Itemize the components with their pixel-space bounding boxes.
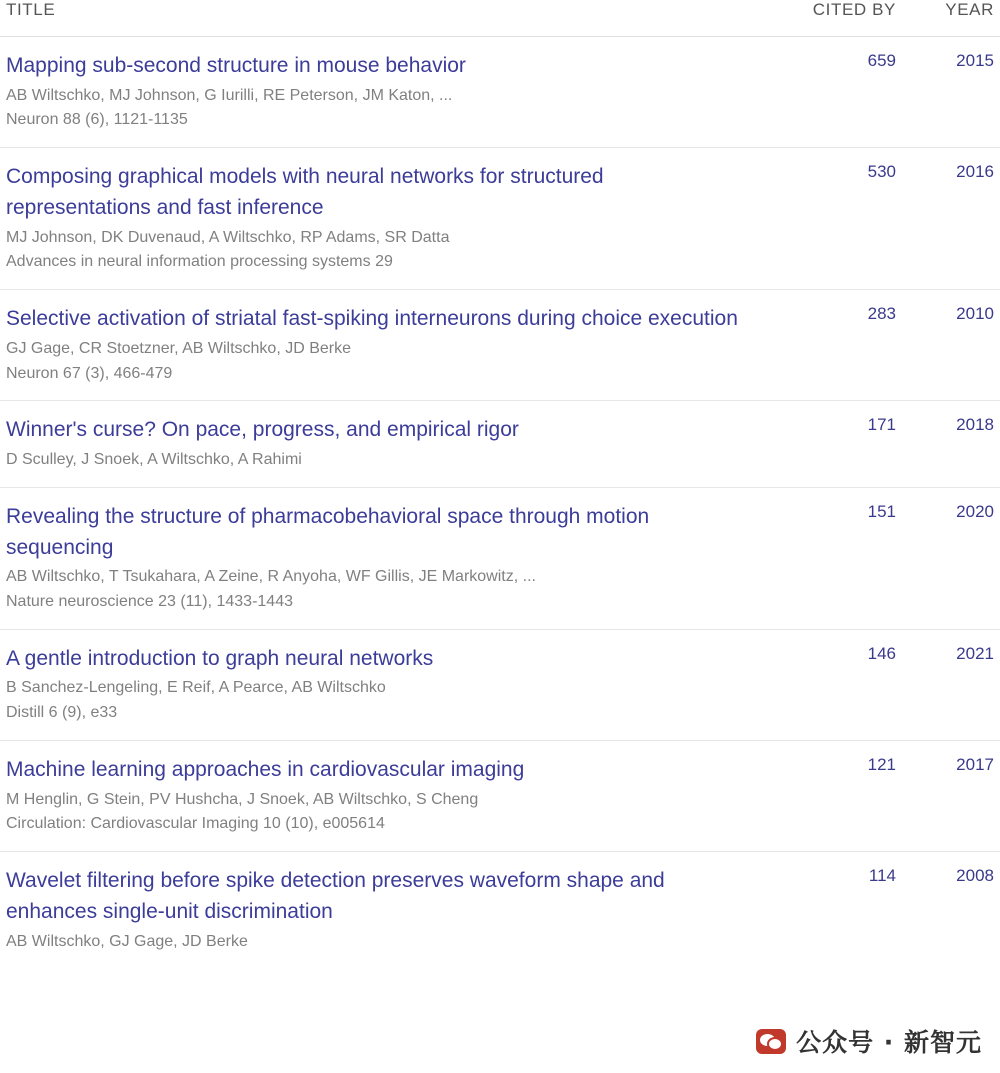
table-header-row — [0, 0, 1000, 37]
citation-count[interactable]: 530 — [867, 162, 896, 182]
citation-count[interactable]: 114 — [868, 866, 896, 886]
publication-year: 2021 — [956, 643, 994, 663]
table-row — [0, 741, 1000, 852]
publication-venue: Neuron 67 (3), 466-479 — [6, 364, 173, 382]
publication-title-link[interactable]: Composing graphical models with neural networks for structured representations and fast inference — [6, 165, 604, 219]
publication-year: 2015 — [956, 51, 994, 70]
publication-authors: AB Wiltschko, MJ Johnson, G Iurilli, RE Peterson, JM Katon, ... — [6, 86, 453, 104]
publication-year: 2008 — [956, 866, 994, 886]
publication-authors: M Henglin, G Stein, PV Hushcha, J Snoek, AB Wiltschko, S Cheng — [6, 790, 479, 808]
watermark-text: 公众号 · 新智元 — [796, 1028, 982, 1057]
publication-info — [0, 487, 766, 629]
citation-count[interactable]: 121 — [867, 755, 896, 775]
publication-authors: GJ Gage, CR Stoetzner, AB Wiltschko, JD Berke — [6, 339, 352, 357]
publication-year: 2017 — [956, 755, 994, 775]
publication-year: 2018 — [956, 415, 994, 435]
publication-authors: D Sculley, J Snoek, A Wiltschko, A Rahimi — [6, 451, 302, 469]
publication-authors: AB Wiltschko, T Tsukahara, A Zeine, R Anyoha, WF Gillis, JE Markowitz, ... — [6, 568, 536, 586]
publication-venue: Nature neuroscience 23 (11), 1433-1443 — [6, 592, 293, 610]
publication-year: 2016 — [956, 162, 994, 182]
watermark — [756, 1023, 982, 1059]
publication-title-link[interactable]: Selective activation of striatal fast-spiking interneurons during choice execution — [6, 307, 738, 331]
publication-title-link[interactable]: Mapping sub-second structure in mouse behavior — [6, 54, 466, 77]
citation-count[interactable]: 283 — [867, 304, 896, 324]
column-header-cited-by[interactable]: CITED BY — [766, 0, 914, 37]
publication-venue: Advances in neural information processing systems 29 — [6, 253, 393, 271]
citation-count[interactable]: 659 — [867, 51, 896, 70]
publication-venue: Distill 6 (9), e33 — [6, 704, 118, 722]
publication-venue: Circulation: Cardiovascular Imaging 10 (10), e005614 — [6, 815, 385, 833]
publication-info — [0, 290, 766, 401]
publication-title-link[interactable]: Wavelet filtering before spike detection preserves waveform shape and enhances single-unit discrimination — [6, 869, 665, 923]
table-row — [0, 37, 1000, 148]
citation-count[interactable]: 171 — [867, 415, 896, 435]
table-row — [0, 629, 1000, 740]
publication-year: 2020 — [956, 501, 994, 521]
publications-list — [0, 37, 1000, 969]
column-header-title[interactable]: TITLE — [0, 0, 766, 37]
publication-authors: MJ Johnson, DK Duvenaud, A Wiltschko, RP Adams, SR Datta — [6, 228, 450, 246]
publication-title-link[interactable]: Winner's curse? On pace, progress, and empirical rigor — [6, 418, 519, 442]
table-row — [0, 487, 1000, 629]
wechat-icon — [756, 1029, 786, 1054]
publication-authors: AB Wiltschko, GJ Gage, JD Berke — [6, 932, 248, 950]
publication-info — [0, 401, 766, 487]
publication-info — [0, 37, 766, 148]
publication-info — [0, 852, 766, 969]
citation-count[interactable]: 146 — [867, 643, 896, 663]
table-row — [0, 148, 1000, 290]
publication-authors: B Sanchez-Lengeling, E Reif, A Pearce, AB Wiltschko — [6, 679, 386, 697]
publication-info — [0, 148, 766, 290]
publication-info — [0, 629, 766, 740]
table-row — [0, 401, 1000, 487]
publication-info — [0, 741, 766, 852]
publication-venue: Neuron 88 (6), 1121-1135 — [6, 111, 188, 129]
publication-title-link[interactable]: Revealing the structure of pharmacobehavioral space through motion sequencing — [6, 504, 650, 559]
publication-title-link[interactable]: A gentle introduction to graph neural networks — [6, 646, 434, 670]
column-header-year[interactable]: YEAR — [914, 0, 1000, 37]
table-row — [0, 290, 1000, 401]
table-row — [0, 852, 1000, 969]
citation-count[interactable]: 151 — [867, 501, 896, 521]
publication-year: 2010 — [956, 304, 994, 324]
publication-title-link[interactable]: Machine learning approaches in cardiovascular imaging — [6, 758, 525, 782]
